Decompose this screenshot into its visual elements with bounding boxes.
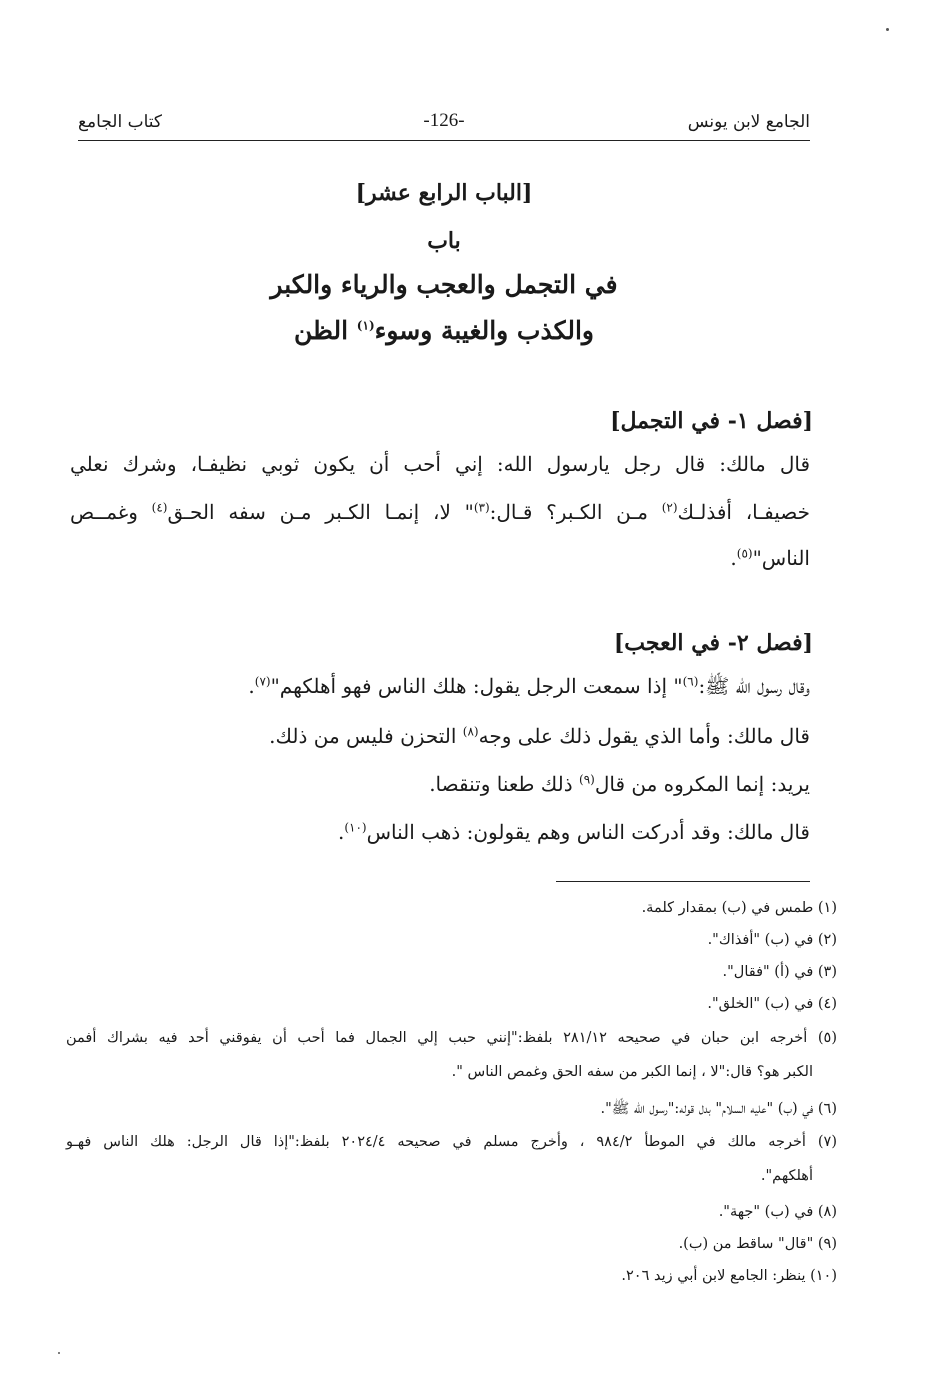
scan-speck [58, 1352, 60, 1354]
footnote-2: (٢) في (ب) "أفذاك". [707, 932, 837, 948]
footnote-7: (٧) أخرجه مالك في الموطأ ٩٨٤/٢ ، وأخرج مسلم في صحيحه ٢٠٢٤/٤ بلفظ:"إذا قال الرجل: هلك الناس فهـو [66, 1134, 837, 1150]
chapter-label: باب [427, 228, 461, 254]
body-text: . [730, 546, 737, 570]
footnote-marker: (١٠) [344, 820, 367, 835]
section-heading-1: [فصل ١- في التجمل] [610, 408, 813, 434]
body-text: ذلك طعنا وتنقصا. [429, 772, 579, 796]
footnote-5: (٥) أخرجه ابن حبان في صحيحه ٢٨١/١٢ بلفظ:"إنني حبب إلي الجمال فما أحب أن يفوقني أحد فيه بشراك أفمن [66, 1030, 838, 1046]
footnote-marker: (٥) [736, 546, 753, 561]
body-text: " إذا سمعت الرجل يقول: هلك الناس فهو أهلكهم" [270, 674, 683, 698]
footnote-divider [556, 881, 810, 882]
chapter-title-line2 [78, 316, 810, 345]
footnote-6: (٦) في (ب) "عليه السلام" بدل قوله:"رسول الله ﷺ". [600, 1101, 837, 1117]
footnote-marker: (١) [356, 318, 375, 333]
footnote-marker: (٢) [661, 500, 678, 515]
footnote-marker: (٤) [151, 500, 168, 515]
body-text: " لا، إنمـا الكـبر مـن سفه الحـق [167, 500, 474, 524]
body-line: قال مالك: قال رجل يارسول الله: إني أحب أن يكون ثوبي نظيفـا، وشرك نعلي [70, 452, 810, 476]
footnote-marker: (٩) [579, 772, 595, 787]
body-text: قال مالك: وقد أدركت الناس وهم يقولون: ذهب الناس [366, 820, 810, 844]
footnote-4: (٤) في (ب) "الخلق". [707, 996, 837, 1012]
header-chapter-title: كتاب الجامع [78, 112, 163, 132]
footnote-marker: (٦) [682, 674, 699, 689]
header-book-title: الجامع لابن يونس [687, 112, 810, 132]
footnote-1: (١) طمس في (ب) بمقدار كلمة. [641, 900, 837, 916]
footnote-3: (٣) في (أ) "فقال". [722, 964, 837, 980]
footnote-marker: (٧) [254, 674, 271, 689]
footnote-5-continued: الكبر هو؟ قال:"لا ، إنما الكبر من سفه الحق وغمص الناس ". [451, 1064, 813, 1080]
running-header [78, 108, 810, 141]
footnote-marker: (٨) [462, 724, 479, 739]
title-text: والكذب والغيبة وسوء [374, 316, 595, 345]
footnote-7-continued: أهلكهم". [760, 1168, 813, 1184]
footnote-10: (١٠) ينظر: الجامع لابن أبي زيد ٢٠٦. [621, 1268, 837, 1284]
body-text: خصيفـا، أفذلـك [677, 500, 810, 524]
body-line [269, 724, 810, 748]
footnote-marker: (٣) [473, 500, 490, 515]
footnote-9: (٩) "قال" ساقط من (ب). [678, 1236, 837, 1252]
body-text: وقال رسول الله ﷺ: [698, 674, 810, 698]
title-text: الظن [293, 316, 357, 345]
body-text: التحزن فليس من ذلك. [269, 724, 463, 748]
body-line [338, 820, 810, 844]
body-text: قال مالك: وأما الذي يقول ذلك على وجه [478, 724, 810, 748]
body-line [730, 546, 810, 570]
page-number: -126- [423, 110, 465, 131]
chapter-number-title: [الباب الرابع عشر] [355, 180, 533, 206]
footnote-8: (٨) في (ب) "جهة". [718, 1204, 837, 1220]
chapter-title-line1: في التجمل والعجب والرياء والكبر [270, 270, 618, 299]
body-line [248, 674, 810, 703]
body-line [429, 772, 810, 796]
body-text: الناس" [752, 546, 810, 570]
body-text: مـن الكـبر؟ قـال: [489, 500, 662, 524]
body-text: . [337, 820, 345, 844]
body-text: وغمــص [70, 500, 152, 524]
body-text: . [248, 674, 255, 698]
body-text: يريد: إنما المكروه من قال [594, 772, 810, 796]
body-line [70, 500, 810, 524]
scan-speck [886, 28, 889, 31]
section-heading-2: [فصل ٢- في العجب] [613, 630, 813, 656]
